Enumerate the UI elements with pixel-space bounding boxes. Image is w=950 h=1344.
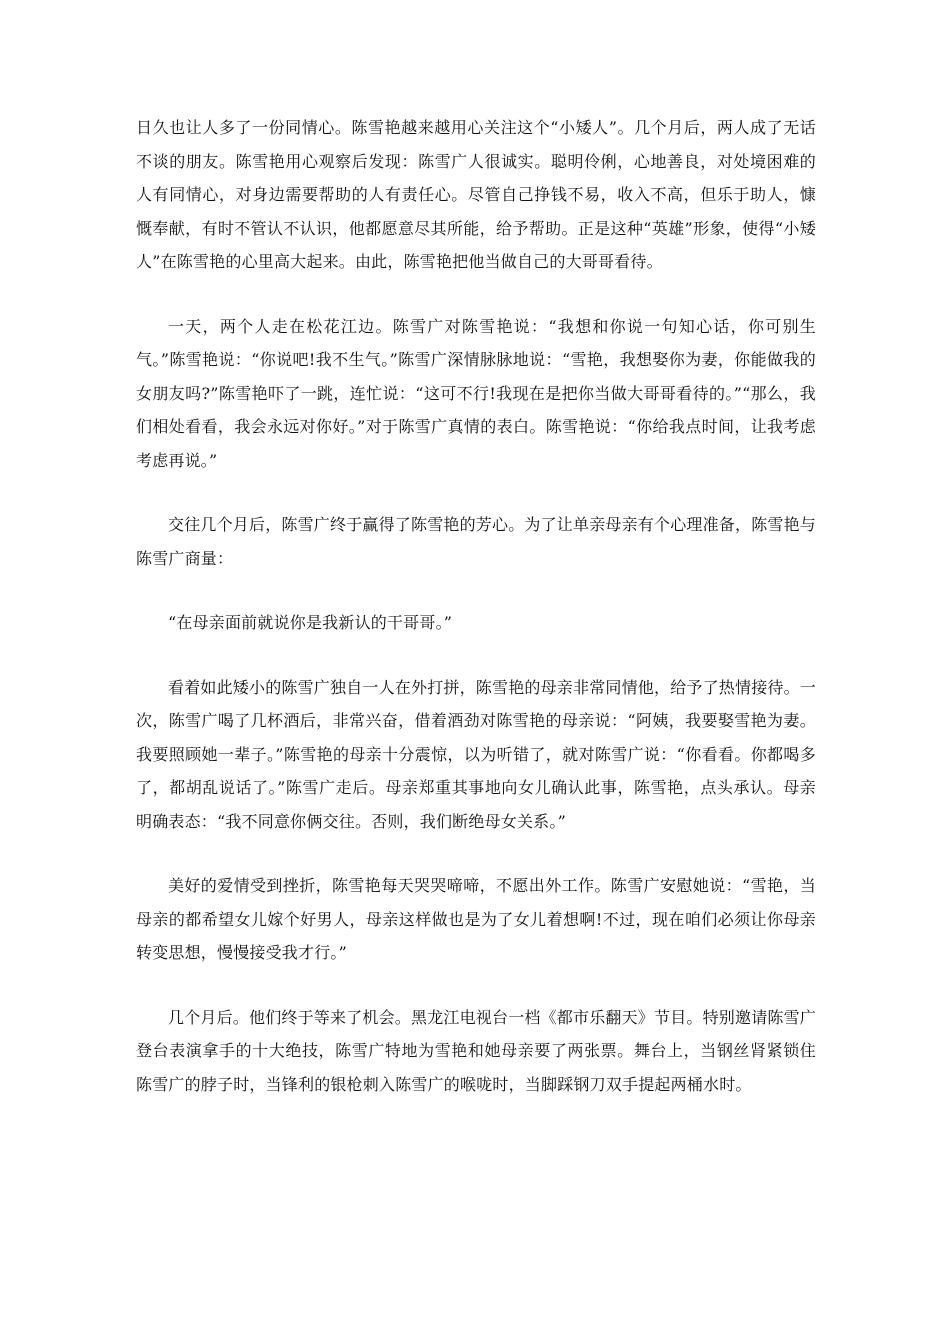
paragraph-5: 看着如此矮小的陈雪广独自一人在外打拼，陈雪艳的母亲非常同情他，给予了热情接待。一次，陈雪广喝了几杯酒后，非常兴奋，借着酒劲对陈雪艳的母亲说：“阿姨，我要娶雪艳为妻。我要照顾她一辈子。”陈雪艳的母亲十分震惊，以为听错了，就对陈雪广说：“你看看。你都喝多了，都胡乱说话了。”陈雪广走后。母亲郑重其事地向女儿确认此事，陈雪艳，点头承认。母亲明确表态：“我不同意你俩交往。否则，我们断绝母女关系。” — [136, 677, 817, 831]
paragraph-3: 交往几个月后，陈雪广终于赢得了陈雪艳的芳心。为了让单亲母亲有个心理准备，陈雪艳与陈雪广商量： — [136, 515, 817, 568]
paragraph-7: 几个月后。他们终于等来了机会。黑龙江电视台一档《都市乐翻天》节目。特别邀请陈雪广登台表演拿手的十大绝技，陈雪广特地为雪艳和她母亲要了两张票。舞台上，当钢丝肾紧锁住陈雪广的脖子时，当锋利的银枪刺入陈雪广的喉咙时，当脚踩钢刀双手提起两桶水时。 — [136, 1007, 817, 1094]
document-page — [136, 111, 816, 1132]
paragraph-1: 日久也让人多了一份同情心。陈雪艳越来越用心关注这个“小矮人”。几个月后，两人成了无话不谈的朋友。陈雪艳用心观察后发现：陈雪广人很诚实。聪明伶俐，心地善良，对处境困难的人有同情心，对身边需要帮助的人有责任心。尽管自己挣钱不易，收入不高，但乐于助人，慷慨奉献，有时不管认不认识，他都愿意尽其所能，给予帮助。正是这种“英雄”形象，使得“小矮人”在陈雪艳的心里高大起来。由此，陈雪艳把他当做自己的大哥哥看待。 — [136, 118, 816, 271]
paragraph-4: “在母亲面前就说你是我新认的干哥哥。” — [168, 613, 453, 632]
paragraph-2: 一天，两个人走在松花江边。陈雪广对陈雪艳说：“我想和你说一句知心话，你可别生气。”陈雪艳说：“你说吧!我不生气。”陈雪广深情脉脉地说：“雪艳，我想娶你为妻，你能做我的女朋友吗?”陈雪艳吓了一跳，连忙说：“这可不行!我现在是把你当做大哥哥看待的。”“那么，我们相处看看，我会永远对你好。”对于陈雪广真情的表白。陈雪艳说：“你给我点时间，让我考虑考虑再说。” — [136, 316, 816, 470]
paragraph-6: 美好的爱情受到挫折，陈雪艳每天哭哭啼啼，不愿出外工作。陈雪广安慰她说：“雪艳，当母亲的都希望女儿嫁个好男人，母亲这样做也是为了女儿着想啊!不过，现在咱们必须让你母亲转变思想，慢慢接受我才行。” — [136, 876, 816, 962]
